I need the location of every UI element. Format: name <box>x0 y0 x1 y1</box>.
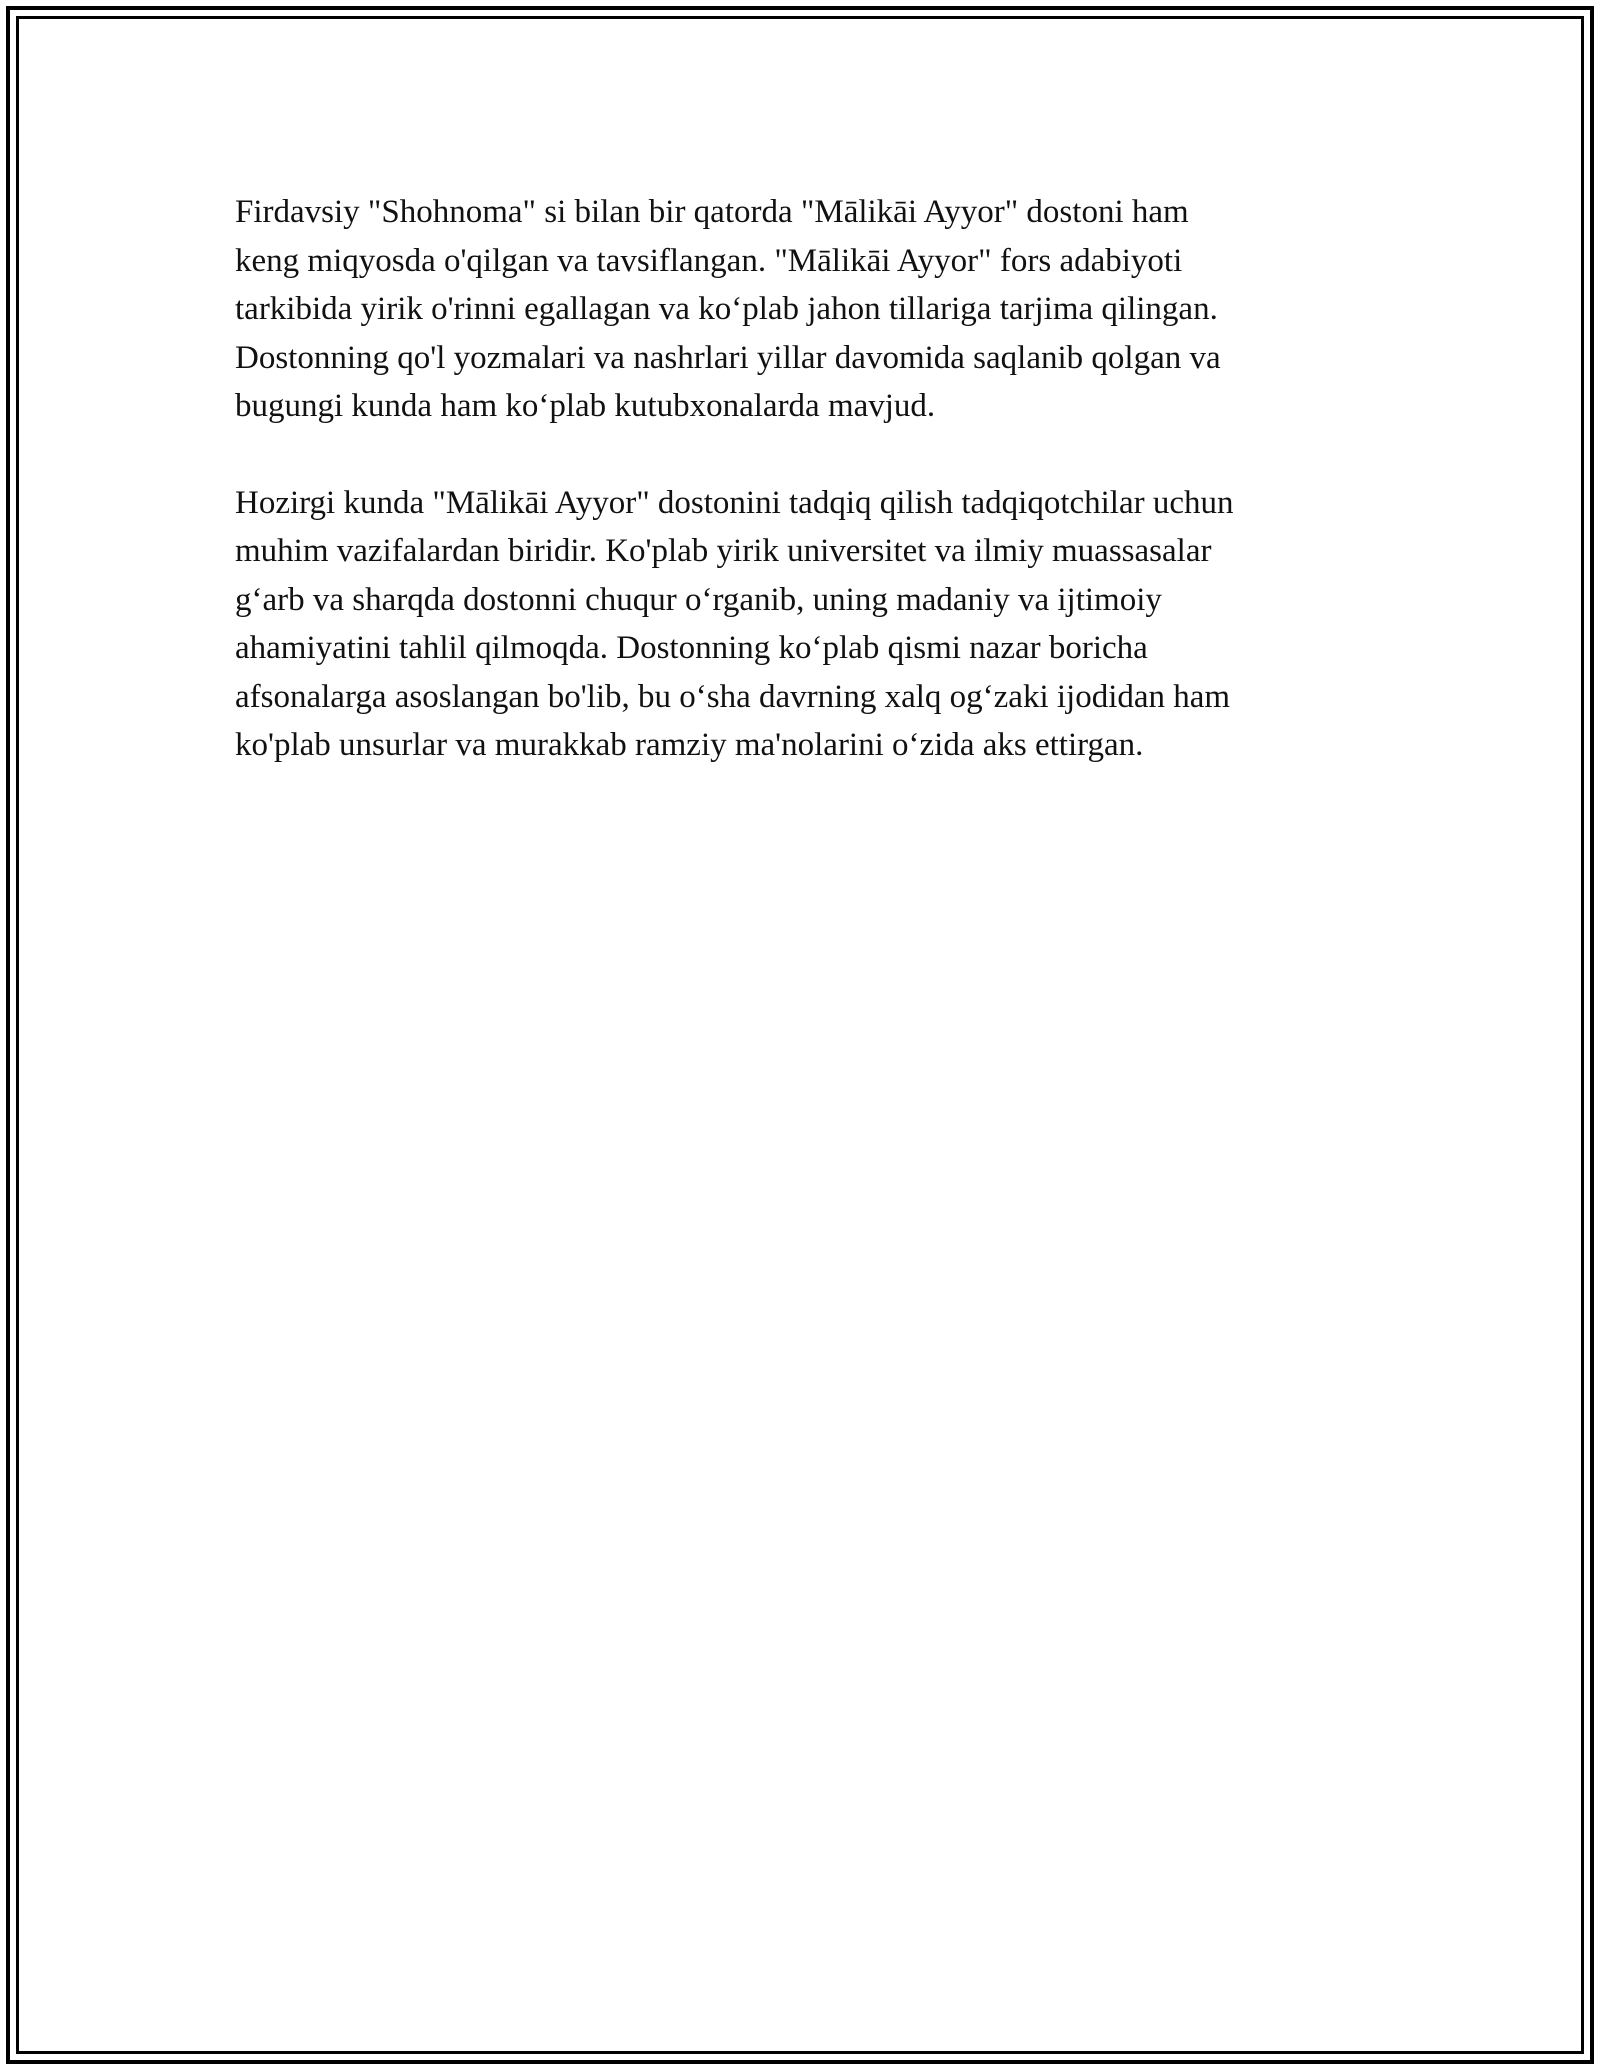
paragraph-1: Firdavsiy "Shohnoma" si bilan bir qatorda "Mālikāi Ayyor" dostoni ham keng miqyosda o'qilgan va tavsiflangan. "Mālikāi Ayyor" fors adabiyoti tarkibida yirik o'rinni egallagan va ko‘plab jahon tillariga tarjima qilingan. Dostonning qo'l yozmalari va nashrlari yillar davomida saqlanib qolgan va bugungi kunda ham ko‘plab kutubxonalarda mavjud. <box>235 194 1221 424</box>
document-body <box>235 188 1365 818</box>
paragraph-2: Hozirgi kunda "Mālikāi Ayyor" dostonini tadqiq qilish tadqiqotchilar uchun muhim vazifalardan biridir. Ko'plab yirik universitet va ilmiy muassasalar g‘arb va sharqda dostonni chuqur o‘rganib, uning madaniy va ijtimoiy ahamiyatini tahlil qilmoqda. Dostonning ko‘plab qismi nazar boricha afsonalarga asoslangan bo'lib, bu o‘sha davrning xalq og‘zaki ijodidan ham ko'plab unsurlar va murakkab ramziy ma'nolarini o‘zida aks ettirgan. <box>235 484 1234 763</box>
